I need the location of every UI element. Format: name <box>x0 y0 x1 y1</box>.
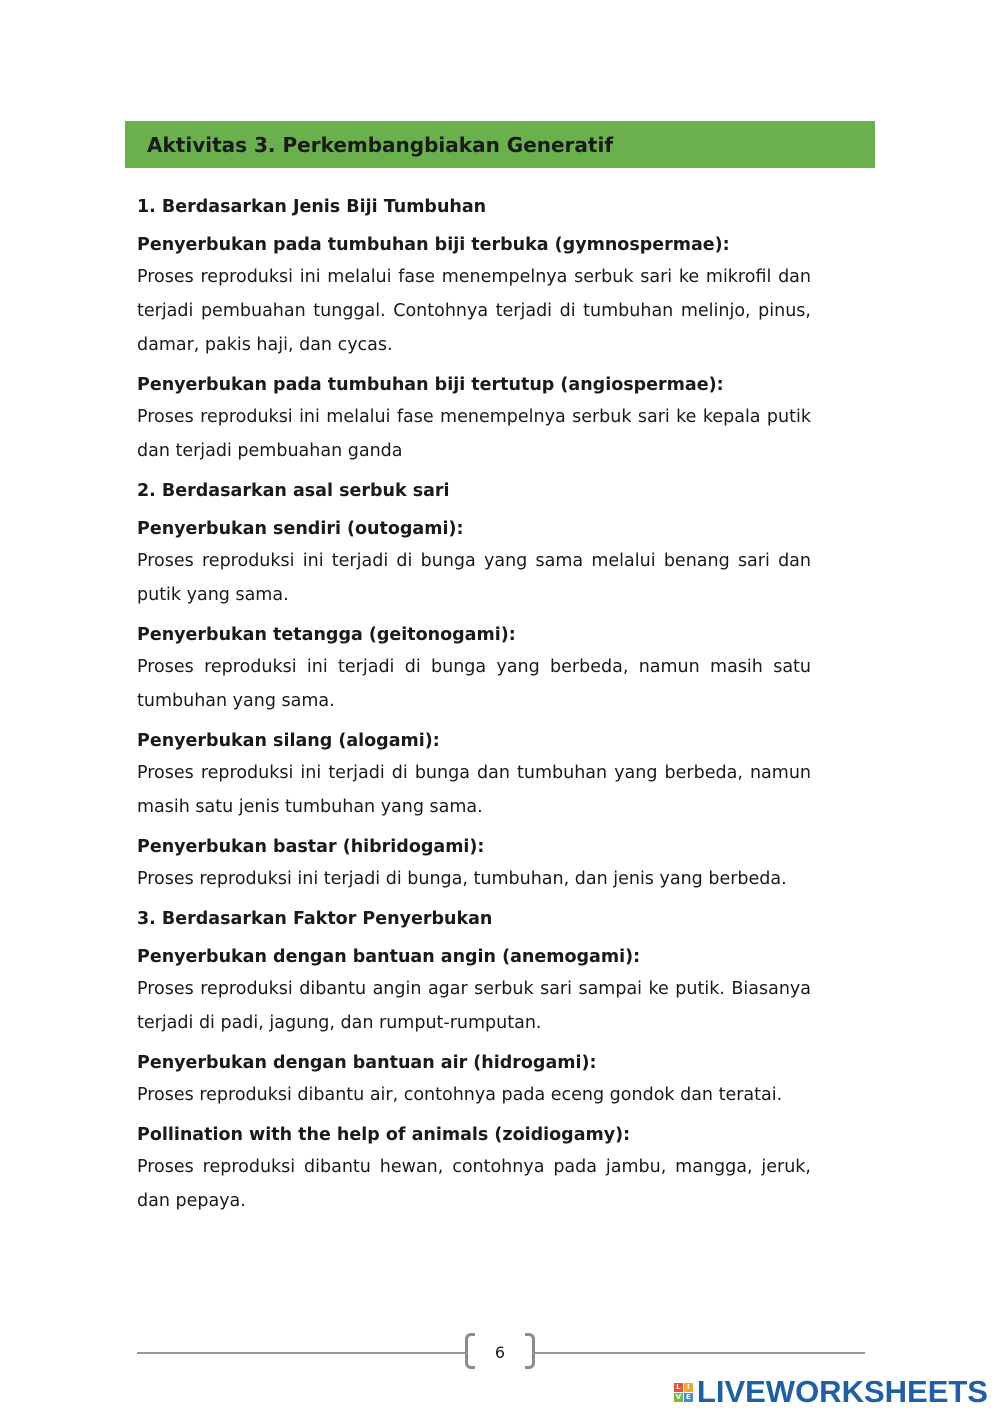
page-number-box <box>465 1333 535 1371</box>
footer-divider-right <box>535 1352 865 1354</box>
section-title: 1. Berdasarkan Jenis Biji Tumbuhan <box>137 197 487 217</box>
item-text: Proses reproduksi dibantu air, contohnya pada eceng gondok dan teratai. <box>137 1085 783 1105</box>
item-subtitle: Penyerbukan bastar (hibridogami): <box>137 837 485 857</box>
section-seed-type <box>137 192 811 468</box>
item-subtitle: Penyerbukan dengan bantuan air (hidrogami): <box>137 1053 597 1073</box>
item-subtitle: Penyerbukan pada tumbuhan biji tertutup (angiospermae): <box>137 375 724 395</box>
item-text: Proses reproduksi ini melalui fase menempelnya serbuk sari ke kepala putik dan terjadi pembuahan ganda <box>137 407 811 461</box>
activity-title: Aktivitas 3. Perkembangbiakan Generatif <box>147 132 614 157</box>
watermark-text: LIVEWORKSHEETS <box>696 1374 988 1409</box>
section-pollination-factor <box>137 904 811 1218</box>
item-subtitle: Penyerbukan pada tumbuhan biji terbuka (gymnospermae): <box>137 235 730 255</box>
page-number: 6 <box>494 1342 506 1362</box>
item-subtitle: Pollination with the help of animals (zoidiogamy): <box>137 1125 631 1145</box>
footer-divider-left <box>137 1352 465 1354</box>
right-bracket <box>525 1333 535 1369</box>
item-subtitle: Penyerbukan silang (alogami): <box>137 731 440 751</box>
item-subtitle: Penyerbukan sendiri (outogami): <box>137 519 464 539</box>
left-bracket <box>465 1333 475 1369</box>
item-text: Proses reproduksi ini terjadi di bunga yang sama melalui benang sari dan putik yang sama. <box>137 551 811 605</box>
section-title: 2. Berdasarkan asal serbuk sari <box>137 481 450 501</box>
liveworksheets-logo-icon: L I V E <box>674 1383 693 1402</box>
section-pollen-origin <box>137 476 811 896</box>
item-text: Proses reproduksi dibantu angin agar serbuk sari sampai ke putik. Biasanya terjadi di padi, jagung, dan rumput-rumputan. <box>137 979 811 1033</box>
activity-header-banner <box>125 121 875 168</box>
item-text: Proses reproduksi dibantu hewan, contohnya pada jambu, mangga, jeruk, dan pepaya. <box>137 1157 811 1211</box>
item-text: Proses reproduksi ini terjadi di bunga yang berbeda, namun masih satu tumbuhan yang sama. <box>137 657 811 711</box>
item-text: Proses reproduksi ini melalui fase menempelnya serbuk sari ke mikrofil dan terjadi pembuahan tunggal. Contohnya terjadi di tumbuhan melinjo, pinus, damar, pakis haji, dan cycas. <box>137 267 811 355</box>
item-subtitle: Penyerbukan dengan bantuan angin (anemogami): <box>137 947 641 967</box>
section-title: 3. Berdasarkan Faktor Penyerbukan <box>137 909 493 929</box>
item-text: Proses reproduksi ini terjadi di bunga, tumbuhan, dan jenis yang berbeda. <box>137 869 787 889</box>
worksheet-content <box>137 192 811 1226</box>
item-subtitle: Penyerbukan tetangga (geitonogami): <box>137 625 516 645</box>
liveworksheets-watermark <box>674 1374 988 1410</box>
item-text: Proses reproduksi ini terjadi di bunga dan tumbuhan yang berbeda, namun masih satu jenis tumbuhan yang sama. <box>137 763 811 817</box>
